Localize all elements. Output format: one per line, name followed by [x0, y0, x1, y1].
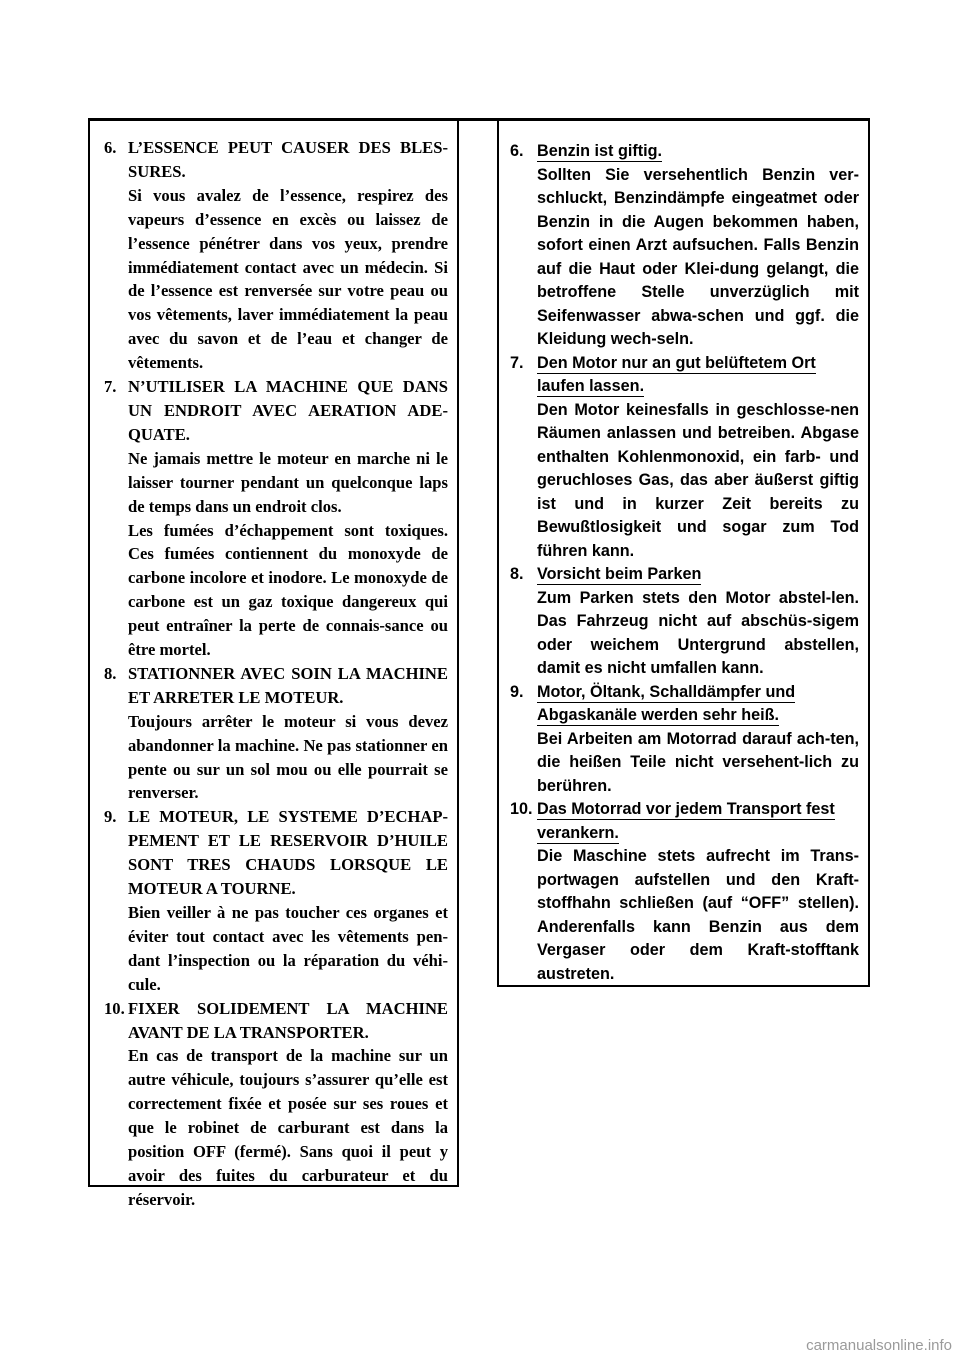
item-paragraph: Bien veiller à ne pas toucher ces organes et éviter tout contact avec les vêtements pen-dant l’inspection ou la réparation du véhi-cule. [128, 903, 448, 994]
french-warning-item [104, 997, 448, 1212]
french-warning-list [104, 136, 448, 1212]
item-heading: Vorsicht beim Parken [537, 565, 702, 583]
item-heading: STATIONNER AVEC SOIN LA MACHINE ET ARRETER LE MOTEUR. [128, 663, 448, 707]
item-number: 7. [104, 377, 117, 397]
item-heading: FIXER SOLIDEMENT LA MACHINE AVANT DE LA TRANSPORTER. [128, 998, 448, 1042]
item-heading: LE MOTEUR, LE SYSTEME D’ECHAP-PEMENT ET LE RESERVOIR D’HUILE SONT TRES CHAUDS LORSQUE LE MOTEUR A TOURNE. [128, 807, 448, 899]
item-paragraph: Bei Arbeiten am Motorrad darauf ach-ten, die heißen Teile nicht versehent-lich zu berühren. [537, 729, 859, 795]
german-warning-list [510, 140, 859, 986]
item-number: 6. [104, 138, 117, 157]
french-warning-item [104, 662, 448, 805]
item-paragraph: Ne jamais mettre le moteur en marche ni le laisser tourner pendant un quelconque laps de temps dans un endroit clos. [128, 448, 448, 516]
item-number: 8. [510, 565, 524, 583]
item-paragraph: Si vous avalez de l’essence, respirez des vapeurs d’essence en excès ou laissez de l’essence pénétrer dans vos yeux, prendre immédiatement contact avec un médecin. Si de l’essence est renversée sur votre peau ou vos vêtements, laver immédiatement la peau avec du savon et de l’eau et changer de vêtements. [128, 185, 448, 373]
german-warning-item [510, 681, 859, 799]
watermark: carmanualsonline.info [806, 1337, 952, 1354]
item-number: 10. [510, 800, 533, 818]
item-heading: Den Motor nur an gut belüftetem Ort laufen lassen. [537, 353, 816, 395]
item-number: 9. [510, 682, 524, 701]
item-number: 6. [510, 142, 524, 160]
item-paragraph: Zum Parken stets den Motor abstel-len. Das Fahrzeug nicht auf abschüs-sigem oder weichem Untergrund abstellen, damit es nicht umfallen kann. [537, 588, 859, 677]
item-heading: Benzin ist giftig. [537, 142, 662, 160]
item-number: 8. [104, 663, 117, 683]
item-number: 7. [510, 353, 524, 372]
german-warning-item [510, 140, 859, 352]
item-number: 10. [104, 998, 125, 1018]
french-warning-item [104, 375, 448, 662]
item-heading: Motor, Öltank, Schalldämpfer und Abgaskanäle werden sehr heiß. [537, 682, 796, 724]
german-warning-item [510, 798, 859, 986]
french-warning-item [104, 805, 448, 996]
item-heading: N’UTILISER LA MACHINE QUE DANS UN ENDROIT AVEC AERATION ADE-QUATE. [128, 377, 448, 444]
item-number: 9. [104, 807, 117, 827]
item-heading: L’ESSENCE PEUT CAUSER DES BLES-SURES. [128, 138, 448, 181]
item-paragraph: Toujours arrêter le moteur si vous devez abandonner la machine. Ne pas stationner en pente ou sur un sol mou ou elle pourrait se renverser. [128, 711, 448, 803]
german-warning-item [510, 352, 859, 564]
item-heading: Das Motorrad vor jedem Transport fest verankern. [537, 800, 835, 842]
item-paragraph: Die Maschine stets aufrecht im Trans-portwagen aufstellen und den Kraft-stoffhahn schließen (auf “OFF” stellen). Anderenfalls kann Benzin aus dem Vergaser oder dem Kraft-stofftank austreten. [537, 847, 859, 983]
item-paragraph: Den Motor keinesfalls in geschlosse-nen Räumen anlassen und betreiben. Abgase enthalten Kohlenmonoxid, ein farb- und geruchloses Gas, das aber äußerst giftig ist und in kurzer Zeit bereits zu Bewußtlosigkeit und sogar zum Tod führen kann. [537, 400, 859, 560]
german-warning-item [510, 563, 859, 681]
item-paragraph: Les fumées d’échappement sont toxiques. Ces fumées contiennent du monoxyde de carbone incolore et inodore. Le monoxyde de carbone est un gaz toxique dangereux qui peut entraîner la perte de connais-sance ou être mortel. [128, 520, 448, 660]
french-warning-item [104, 136, 448, 375]
item-paragraph: Sollten Sie versehentlich Benzin ver-schluckt, Benzindämpfe eingeatmet oder Benzin in die Augen bekommen haben, sofort einen Arzt aufsuchen. Falls Benzin auf die Haut oder Klei-dung gelangt, die betroffene Stelle unverzüglich mit Seifenwasser abwa-schen und ggf. die Kleidung wech-seln. [537, 165, 859, 348]
item-paragraph: En cas de transport de la machine sur un autre véhicule, toujours s’assurer qu’elle est correctement fixée et posée sur ses roues et que le robinet de carburant est dans la position OFF (fermé). Sans quoi il peut y avoir des fuites du carburateur et du réservoir. [128, 1046, 448, 1209]
